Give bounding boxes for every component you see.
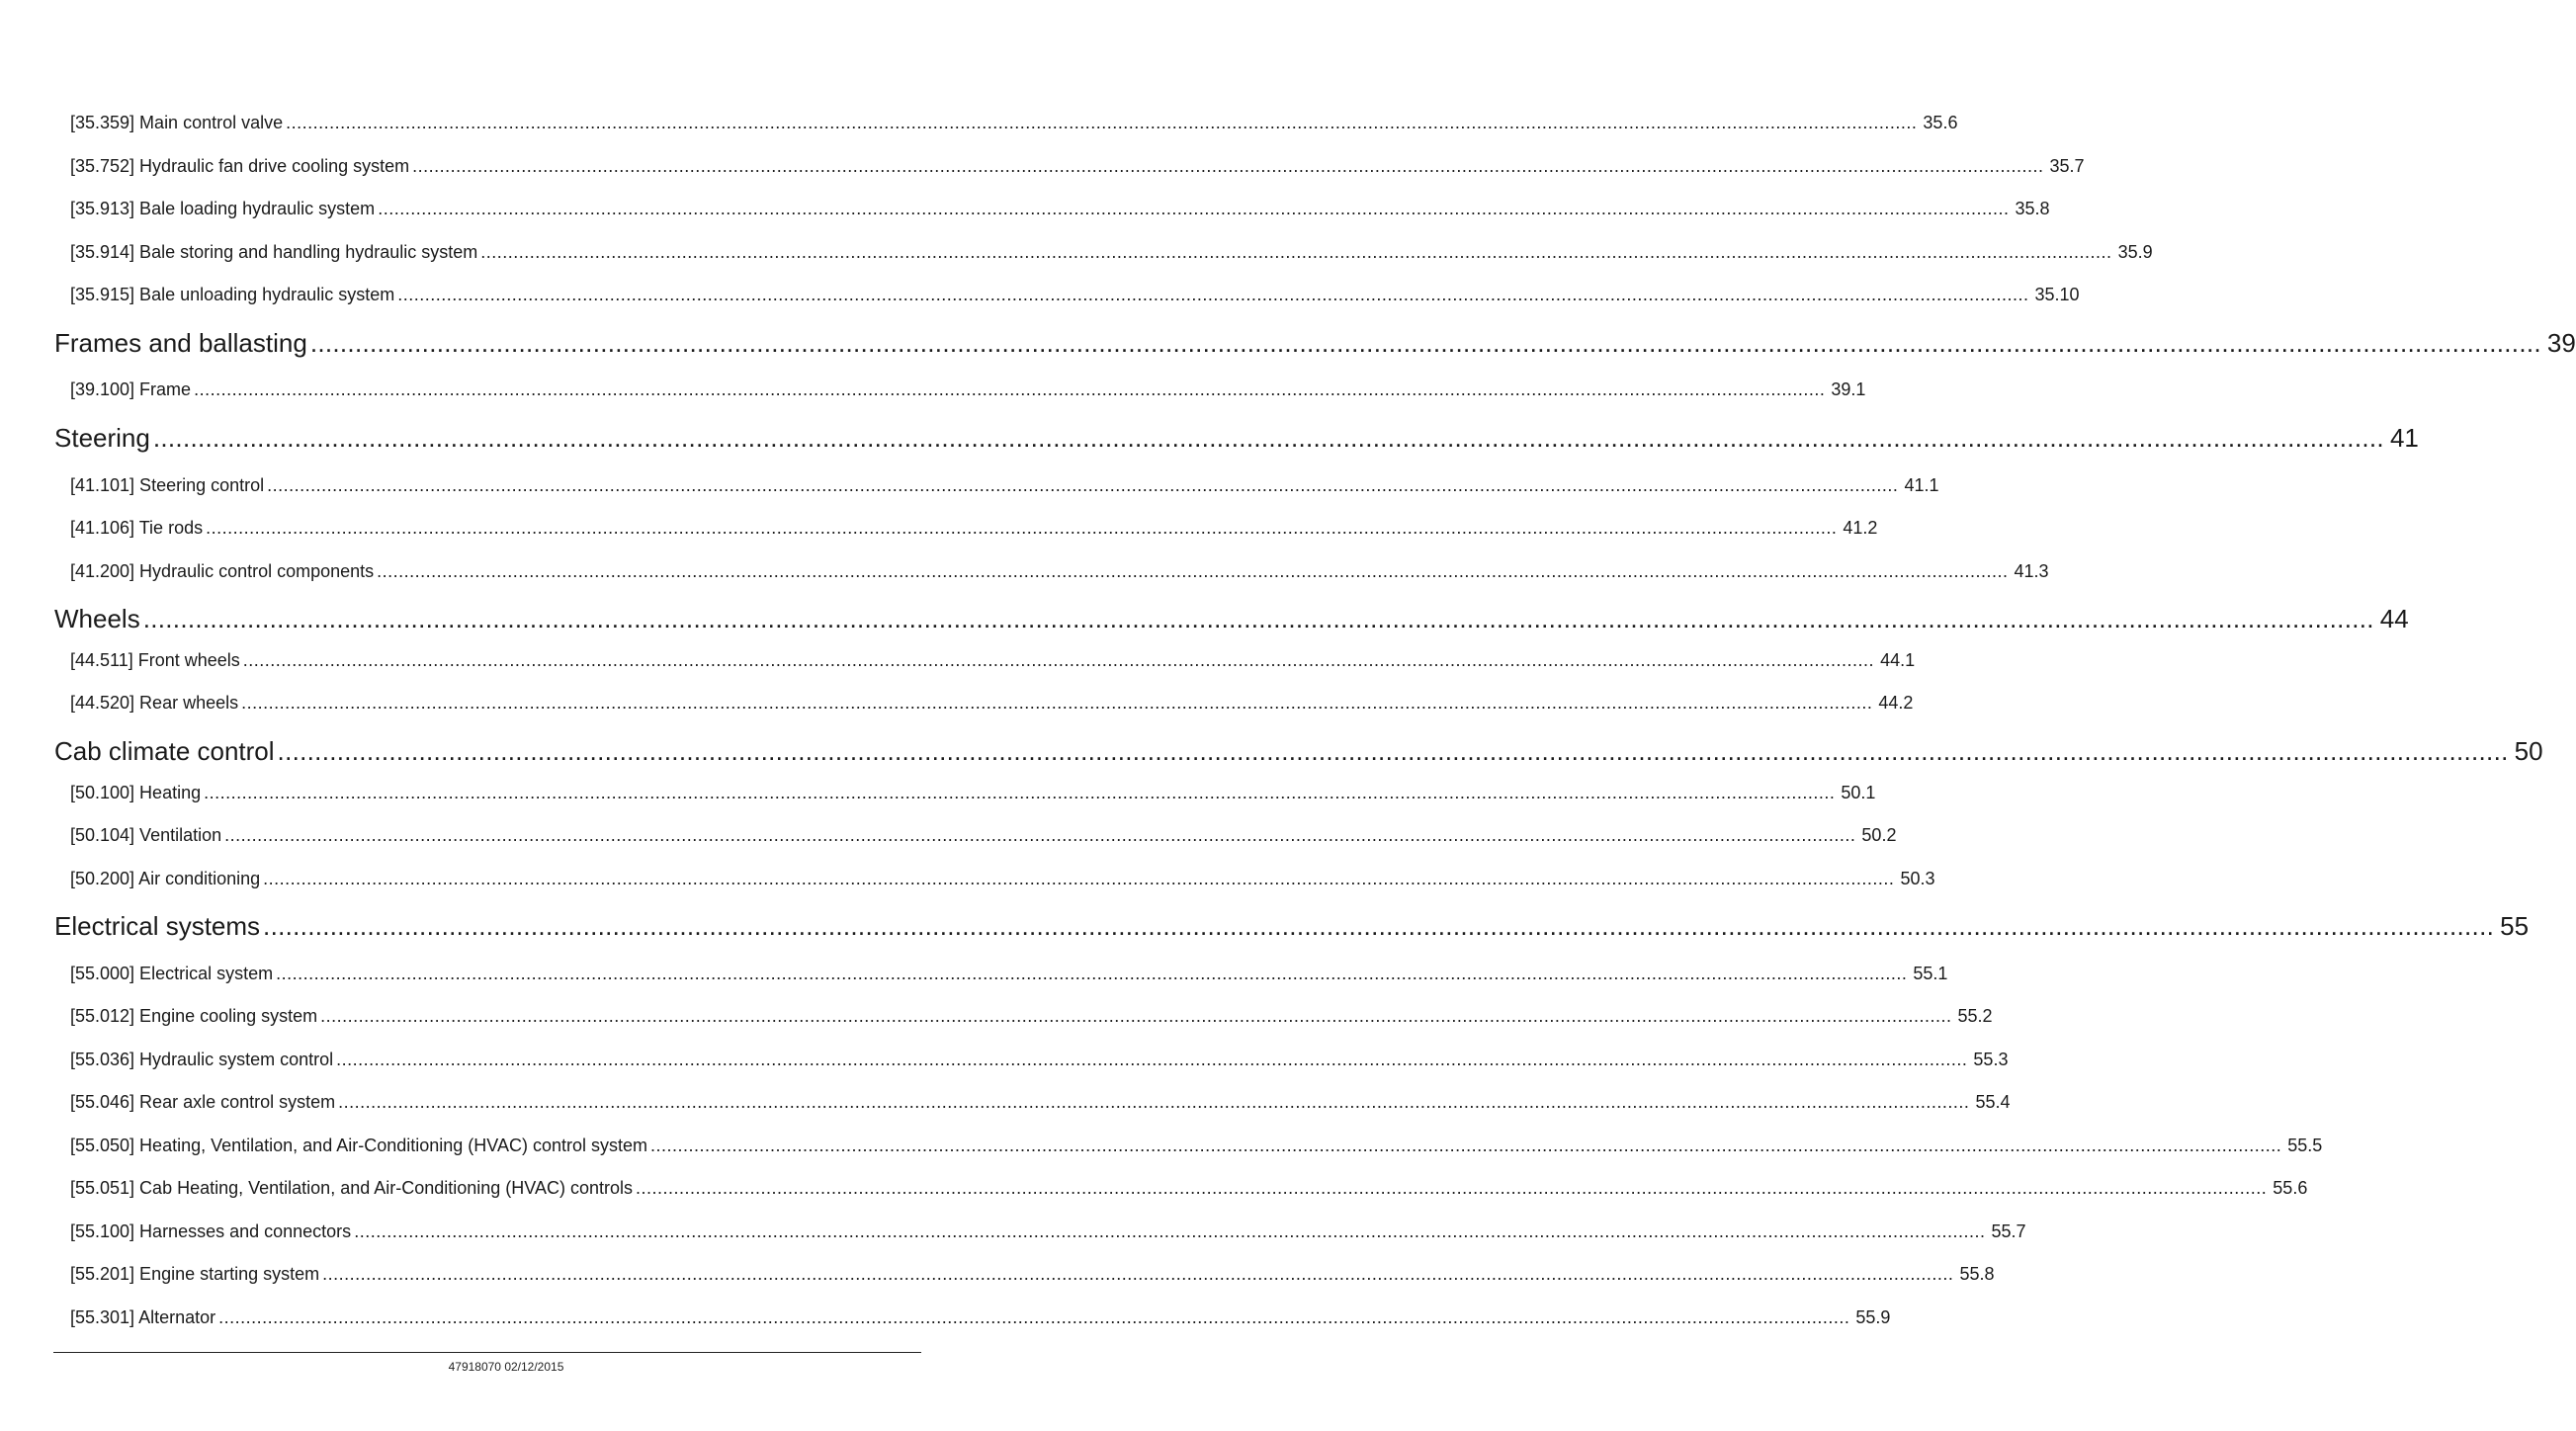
- toc-entry-label: [55.301] Alternator: [70, 1307, 216, 1327]
- toc-entry-label: [55.201] Engine starting system: [70, 1264, 320, 1284]
- dot-leader: ............................................................................................................................................................................................................................................................................................................: [241, 693, 1873, 713]
- toc-entry-label: [55.050] Heating, Ventilation, and Air-Conditioning (HVAC) control system: [70, 1136, 647, 1155]
- toc-section-wheels[interactable]: [54, 604, 2409, 633]
- toc-entry-41-106[interactable]: [70, 517, 1878, 539]
- toc-entry-page: 35.8: [2015, 199, 2050, 218]
- toc-section-title: Steering: [54, 423, 150, 453]
- dot-leader: ............................................................................................................................................................................................................................................................................................................: [336, 1050, 1968, 1069]
- dot-leader: ............................................................................................................................................................................................................................................................................................................: [194, 379, 1826, 399]
- toc-entry-label: [55.000] Electrical system: [70, 964, 274, 983]
- dot-leader: ............................................................................................................................................................................................................................................................................................................: [354, 1221, 1986, 1241]
- dot-leader: ............................................................................................................................................................................................................................................................................................................: [636, 1178, 2268, 1198]
- dot-leader: ............................................................................................................................................................................................................................................................................................................: [224, 825, 1856, 845]
- toc-entry-55-301[interactable]: [70, 1306, 1891, 1328]
- toc-entry-label: [50.100] Heating: [70, 783, 202, 802]
- dot-leader: ............................................................................................................................................................................................................................................................................................................: [649, 1136, 2282, 1155]
- dot-leader: ............................................................................................................................................................................................................................................................................................................: [286, 113, 1918, 132]
- toc-entry-55-051[interactable]: [70, 1177, 2308, 1199]
- toc-entry-label: [41.101] Steering control: [70, 475, 265, 495]
- toc-entry-label: [55.051] Cab Heating, Ventilation, and Air-Conditioning (HVAC) controls: [70, 1178, 633, 1198]
- toc-entry-label: [50.104] Ventilation: [70, 825, 222, 845]
- toc-entry-35-752[interactable]: [70, 155, 2085, 177]
- toc-entry-41-101[interactable]: [70, 474, 1939, 496]
- toc-entry-page: 35.9: [2117, 242, 2153, 262]
- toc-entry-55-201[interactable]: [70, 1263, 1995, 1285]
- dot-leader: ............................................................................................................................................................................................................................................................................................................: [142, 604, 2374, 633]
- dot-leader: ............................................................................................................................................................................................................................................................................................................: [242, 650, 1875, 670]
- toc-entry-page: 39.1: [1831, 379, 1866, 399]
- toc-entry-label: [39.100] Frame: [70, 379, 192, 399]
- toc-entry-label: [35.752] Hydraulic fan drive cooling system: [70, 156, 410, 176]
- toc-entry-55-000[interactable]: [70, 963, 1948, 984]
- toc-section-electrical-systems[interactable]: [54, 911, 2530, 941]
- toc-entry-page: 44.2: [1878, 693, 1914, 713]
- toc-entry-label: [35.913] Bale loading hydraulic system: [70, 199, 376, 218]
- toc-section-page: 44: [2379, 604, 2409, 633]
- toc-section-cab-climate-control[interactable]: [54, 736, 2543, 766]
- toc-entry-page: 35.7: [2049, 156, 2085, 176]
- toc-entry-page: 55.8: [1959, 1264, 1995, 1284]
- dot-leader: ............................................................................................................................................................................................................................................................................................................: [276, 964, 1908, 983]
- toc-entry-label: [44.520] Rear wheels: [70, 693, 239, 713]
- toc-entry-55-046[interactable]: [70, 1091, 2011, 1113]
- toc-section-page: 41: [2389, 423, 2419, 453]
- dot-leader: ............................................................................................................................................................................................................................................................................................................: [218, 1307, 1850, 1327]
- toc-entry-55-036[interactable]: [70, 1049, 2009, 1070]
- toc-section-page: 39: [2546, 328, 2576, 358]
- footer-rule: [53, 1352, 921, 1353]
- toc-entry-55-012[interactable]: [70, 1005, 1993, 1027]
- toc-section-title: Cab climate control: [54, 736, 275, 766]
- toc-entry-35-359[interactable]: [70, 112, 1958, 133]
- toc-entry-39-100[interactable]: [70, 379, 1866, 400]
- dot-leader: ............................................................................................................................................................................................................................................................................................................: [152, 423, 2384, 453]
- toc-entry-page: 41.2: [1843, 518, 1878, 538]
- toc-entry-44-520[interactable]: [70, 692, 1914, 714]
- toc-section-title: Wheels: [54, 604, 140, 633]
- toc-entry-page: 35.6: [1923, 113, 1958, 132]
- toc-entry-page: 55.6: [2273, 1178, 2308, 1198]
- toc-section-steering[interactable]: [54, 423, 2419, 453]
- dot-leader: ............................................................................................................................................................................................................................................................................................................: [322, 1264, 1954, 1284]
- footer-doc-id: 47918070 02/12/2015: [448, 1360, 564, 1374]
- toc-entry-label: [55.046] Rear axle control system: [70, 1092, 336, 1112]
- dot-leader: ............................................................................................................................................................................................................................................................................................................: [378, 199, 2010, 218]
- toc-entry-page: 50.2: [1861, 825, 1897, 845]
- toc-section-page: 55: [2500, 911, 2530, 941]
- dot-leader: ............................................................................................................................................................................................................................................................................................................: [377, 561, 2009, 581]
- dot-leader: ............................................................................................................................................................................................................................................................................................................: [338, 1092, 1970, 1112]
- dot-leader: ............................................................................................................................................................................................................................................................................................................: [309, 328, 2541, 358]
- toc-entry-page: 55.3: [1973, 1050, 2009, 1069]
- toc-entry-35-914[interactable]: [70, 241, 2153, 263]
- dot-leader: ............................................................................................................................................................................................................................................................................................................: [206, 518, 1838, 538]
- toc-entry-55-050[interactable]: [70, 1135, 2323, 1156]
- dot-leader: ............................................................................................................................................................................................................................................................................................................: [263, 869, 1895, 888]
- toc-entry-label: [55.100] Harnesses and connectors: [70, 1221, 352, 1241]
- dot-leader: ............................................................................................................................................................................................................................................................................................................: [397, 285, 2029, 304]
- toc-entry-page: 44.1: [1880, 650, 1916, 670]
- toc-entry-44-511[interactable]: [70, 649, 1916, 671]
- toc-entry-50-100[interactable]: [70, 782, 1876, 803]
- toc-entry-page: 35.10: [2034, 285, 2080, 304]
- toc-entry-page: 55.9: [1855, 1307, 1891, 1327]
- toc-entry-page: 41.3: [2014, 561, 2049, 581]
- toc-entry-page: 50.1: [1841, 783, 1876, 802]
- toc-entry-label: [55.036] Hydraulic system control: [70, 1050, 334, 1069]
- toc-entry-35-913[interactable]: [70, 198, 2050, 219]
- toc-entry-label: [41.106] Tie rods: [70, 518, 204, 538]
- toc-section-title: Frames and ballasting: [54, 328, 307, 358]
- toc-entry-page: 55.7: [1991, 1221, 2026, 1241]
- toc-entry-55-100[interactable]: [70, 1221, 2026, 1242]
- dot-leader: ............................................................................................................................................................................................................................................................................................................: [320, 1006, 1952, 1026]
- dot-leader: ............................................................................................................................................................................................................................................................................................................: [263, 911, 2495, 941]
- toc-entry-50-104[interactable]: [70, 824, 1897, 846]
- toc-entry-page: 55.1: [1913, 964, 1948, 983]
- toc-entry-label: [35.915] Bale unloading hydraulic system: [70, 285, 395, 304]
- dot-leader: ............................................................................................................................................................................................................................................................................................................: [480, 242, 2112, 262]
- toc-entry-label: [55.012] Engine cooling system: [70, 1006, 318, 1026]
- toc-entry-page: 55.2: [1957, 1006, 1993, 1026]
- toc-section-page: 50: [2514, 736, 2543, 766]
- toc-section-title: Electrical systems: [54, 911, 261, 941]
- toc-entry-page: 55.4: [1975, 1092, 2011, 1112]
- toc-entry-label: [41.200] Hydraulic control components: [70, 561, 375, 581]
- toc-entry-label: [44.511] Front wheels: [70, 650, 240, 670]
- toc-entry-label: [35.914] Bale storing and handling hydraulic system: [70, 242, 478, 262]
- dot-leader: ............................................................................................................................................................................................................................................................................................................: [277, 736, 2509, 766]
- toc-entry-50-200[interactable]: [70, 868, 1935, 889]
- toc-entry-41-200[interactable]: [70, 560, 2049, 582]
- dot-leader: ............................................................................................................................................................................................................................................................................................................: [267, 475, 1899, 495]
- toc-entry-page: 50.3: [1900, 869, 1935, 888]
- dot-leader: ............................................................................................................................................................................................................................................................................................................: [412, 156, 2044, 176]
- toc-entry-label: [50.200] Air conditioning: [70, 869, 261, 888]
- toc-section-frames-and-ballasting[interactable]: [54, 328, 2576, 358]
- toc-entry-35-915[interactable]: [70, 284, 2080, 305]
- toc-entry-label: [35.359] Main control valve: [70, 113, 284, 132]
- toc-entry-page: 41.1: [1904, 475, 1939, 495]
- toc-entry-page: 55.5: [2287, 1136, 2323, 1155]
- dot-leader: ............................................................................................................................................................................................................................................................................................................: [204, 783, 1836, 802]
